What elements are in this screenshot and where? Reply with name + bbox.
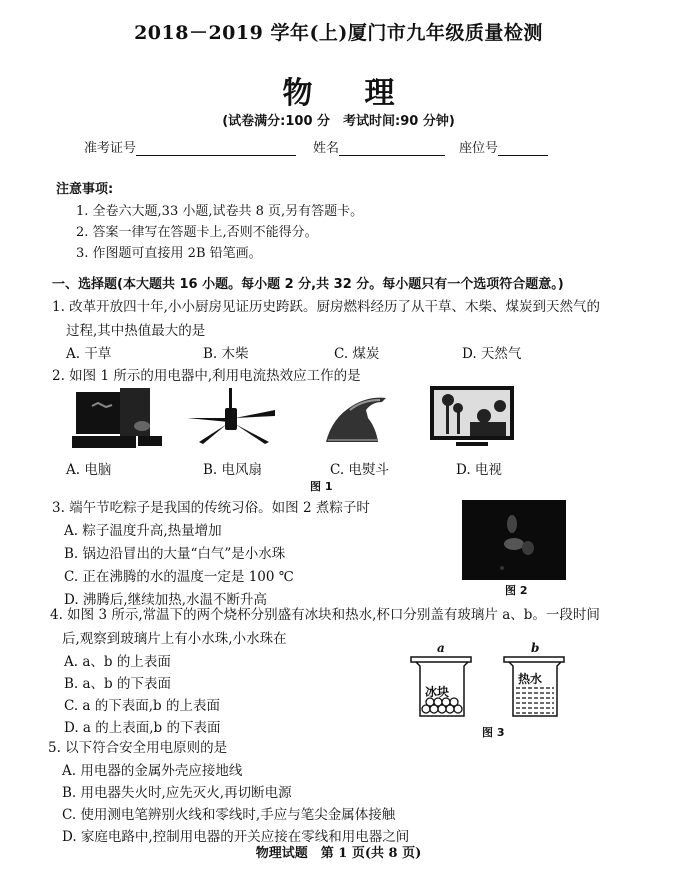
name-field[interactable] xyxy=(313,137,445,156)
seat-field[interactable] xyxy=(459,137,548,156)
question-1-stem: 1. 改革开放四十年,小小厨房见证历史跨跃。厨房燃料经历了从干草、木柴、煤炭到天然气的 xyxy=(52,299,600,315)
question-2-stem: 2. 如图 1 所示的用电器中,利用电流热效应工作的是 xyxy=(52,368,361,384)
figure-1-caption: 图 1 xyxy=(310,480,333,493)
exam-number-label: 准考证号 xyxy=(84,141,137,156)
question-1-option-d[interactable]: D. 天然气 xyxy=(462,346,522,362)
name-line[interactable] xyxy=(339,141,445,156)
question-1-option-a[interactable]: A. 干草 xyxy=(66,346,112,362)
ice-label: 冰块 xyxy=(425,685,450,699)
zongzi-boiling-image xyxy=(462,500,566,580)
ceiling-fan-image xyxy=(185,386,277,450)
question-3-option-b[interactable]: B. 锅边沿冒出的大量“白气”是小水珠 xyxy=(64,546,286,562)
question-4-option-a[interactable]: A. a、b 的上表面 xyxy=(64,654,171,670)
question-5-option-b[interactable]: B. 用电器失火时,应先灭火,再切断电源 xyxy=(62,785,292,801)
notes-heading: 注意事项: xyxy=(56,182,114,197)
figure-2-caption: 图 2 xyxy=(505,584,528,597)
question-5-option-c[interactable]: C. 使用测电笔辨别火线和零线时,手应与笔尖金属体接触 xyxy=(62,807,396,823)
page-footer: 物理试题 第 1 页(共 8 页) xyxy=(255,846,422,861)
question-3-option-d[interactable]: D. 沸腾后,继续加热,水温不断升高 xyxy=(64,592,268,608)
question-5-stem: 5. 以下符合安全用电原则的是 xyxy=(48,740,228,756)
exam-title: 2018－2019 学年(上)厦门市九年级质量检测 xyxy=(134,22,543,44)
seat-line[interactable] xyxy=(498,141,548,156)
name-label: 姓名 xyxy=(313,141,340,156)
figure-3-caption: 图 3 xyxy=(482,726,505,739)
television-image xyxy=(430,386,514,452)
subject-char: 理 xyxy=(364,76,395,111)
question-1-stem-cont: 过程,其中热值最大的是 xyxy=(66,323,206,339)
question-3-option-c[interactable]: C. 正在沸腾的水的温度一定是 100 ℃ xyxy=(64,569,294,585)
section-heading: 一、选择题(本大题共 16 小题。每小题 2 分,共 32 分。每小题只有一个选项符合题意。) xyxy=(52,277,564,292)
exam-meta: (试卷满分:100 分 考试时间:90 分钟) xyxy=(222,114,455,129)
question-4-option-d[interactable]: D. a 的上表面,b 的下表面 xyxy=(64,720,221,736)
question-2-option-a[interactable]: A. 电脑 xyxy=(66,462,112,478)
glass-a-label: a xyxy=(437,641,445,655)
note-item: 2. 答案一律写在答题卡上,否则不能得分。 xyxy=(76,225,318,240)
question-3-option-a[interactable]: A. 粽子温度升高,热量增加 xyxy=(64,523,222,539)
computer-image xyxy=(72,386,164,452)
question-2-option-b[interactable]: B. 电风扇 xyxy=(203,462,263,478)
note-item: 1. 全卷六大题,33 小题,试卷共 8 页,另有答题卡。 xyxy=(76,204,364,219)
question-3-stem: 3. 端午节吃粽子是我国的传统习俗。如图 2 煮粽子时 xyxy=(52,500,370,516)
question-4-stem: 4. 如图 3 所示,常温下的两个烧杯分别盛有冰块和热水,杯口分别盖有玻璃片 a、b。一段时间 xyxy=(50,607,600,623)
question-2-option-c[interactable]: C. 电熨斗 xyxy=(330,462,389,478)
exam-number-field[interactable] xyxy=(84,137,296,156)
question-1-option-b[interactable]: B. 木柴 xyxy=(203,346,249,362)
question-4-option-b[interactable]: B. a、b 的下表面 xyxy=(64,676,171,692)
glass-b-label: b xyxy=(531,641,540,655)
question-2-option-d[interactable]: D. 电视 xyxy=(456,462,502,478)
question-4-stem-cont: 后,观察到玻璃片上有小水珠,小水珠在 xyxy=(62,631,287,647)
note-item: 3. 作图题可直接用 2B 铅笔画。 xyxy=(76,246,262,261)
question-5-option-d[interactable]: D. 家庭电路中,控制用电器的开关应接在零线和用电器之间 xyxy=(62,829,410,845)
hot-water-label: 热水 xyxy=(518,672,543,686)
seat-label: 座位号 xyxy=(459,141,499,156)
subject-title xyxy=(0,68,677,112)
subject-char: 物 xyxy=(282,76,313,111)
iron-image xyxy=(322,388,392,446)
question-4-option-c[interactable]: C. a 的下表面,b 的上表面 xyxy=(64,698,220,714)
question-1-option-c[interactable]: C. 煤炭 xyxy=(334,346,380,362)
question-5-option-a[interactable]: A. 用电器的金属外壳应接地线 xyxy=(62,763,243,779)
exam-number-line[interactable] xyxy=(136,141,296,156)
